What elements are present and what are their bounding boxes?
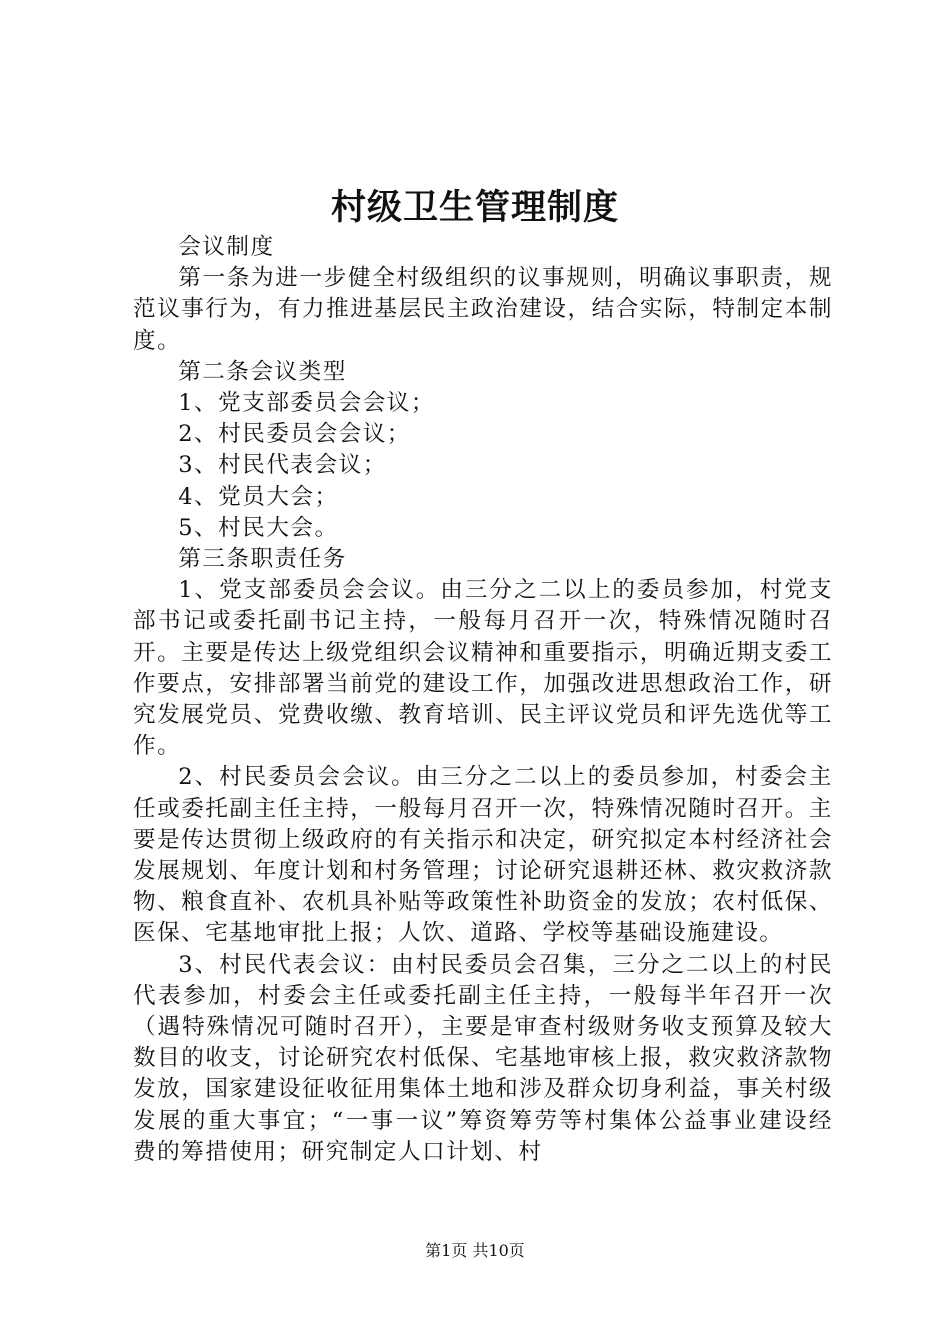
paragraph: 3、村民代表会议； xyxy=(178,452,387,479)
paragraph: 5、村民大会。 xyxy=(178,514,339,541)
paragraph: 2、村民委员会会议； xyxy=(178,421,411,448)
paragraph: 4、党员大会； xyxy=(178,483,339,510)
paragraph: 2、村民委员会会议。由三分之二以上的委员参加，村委会主任或委托副主任主持，一般每月召开一次，特殊情况随时召开。主要是传达贯彻上级政府的有关指示和决定，研究拟定本村经济社会发展规划、年度计划和村务管理；讨论研究退耕还林、救灾救济款物、粮食直补、农机具补贴等政策性补助资金的发放；农村低保、医保、宅基地审批上报；人饮、道路、学校等基础设施建设。 xyxy=(133,764,833,947)
paragraph: 1、党支部委员会会议； xyxy=(178,390,435,417)
paragraph: 1、党支部委员会会议。由三分之二以上的委员参加，村党支部书记或委托副书记主持，一般每月召开一次，特殊情况随时召开。主要是传达上级党组织会议精神和重要指示，明确近期支委工作要点，安排部署当前党的建设工作，加强改进思想政治工作，研究发展党员、党费收缴、教育培训、民主评议党员和评先选优等工作。 xyxy=(133,577,833,760)
paragraph: 第二条会议类型 xyxy=(178,358,347,385)
paragraph: 3、村民代表会议：由村民委员会召集，三分之二以上的村民代表参加，村委会主任或委托副主任主持，一般每半年召开一次（遇特殊情况可随时召开），主要是审查村级财务收支预算及较大数目的收支，讨论研究农村低保、宅基地审核上报，救灾救济款物发放，国家建设征收征用集体土地和涉及群众切身利益，事关村级发展的重大事宜；“一事一议”筹资筹劳等村集体公益事业建设经费的筹措使用；研究制定人口计划、村 xyxy=(133,951,833,1165)
paragraph: 会议制度 xyxy=(178,234,275,260)
paragraph: 第三条职责任务 xyxy=(178,546,347,573)
paragraph: 第一条为进一步健全村级组织的议事规则，明确议事职责，规范议事行为，有力推进基层民主政治建设，结合实际，特制定本制度。 xyxy=(133,265,833,354)
document-body xyxy=(133,232,833,1168)
page-footer: 第1页 共10页 xyxy=(425,1241,525,1260)
document-title: 村级卫生管理制度 xyxy=(330,187,619,228)
